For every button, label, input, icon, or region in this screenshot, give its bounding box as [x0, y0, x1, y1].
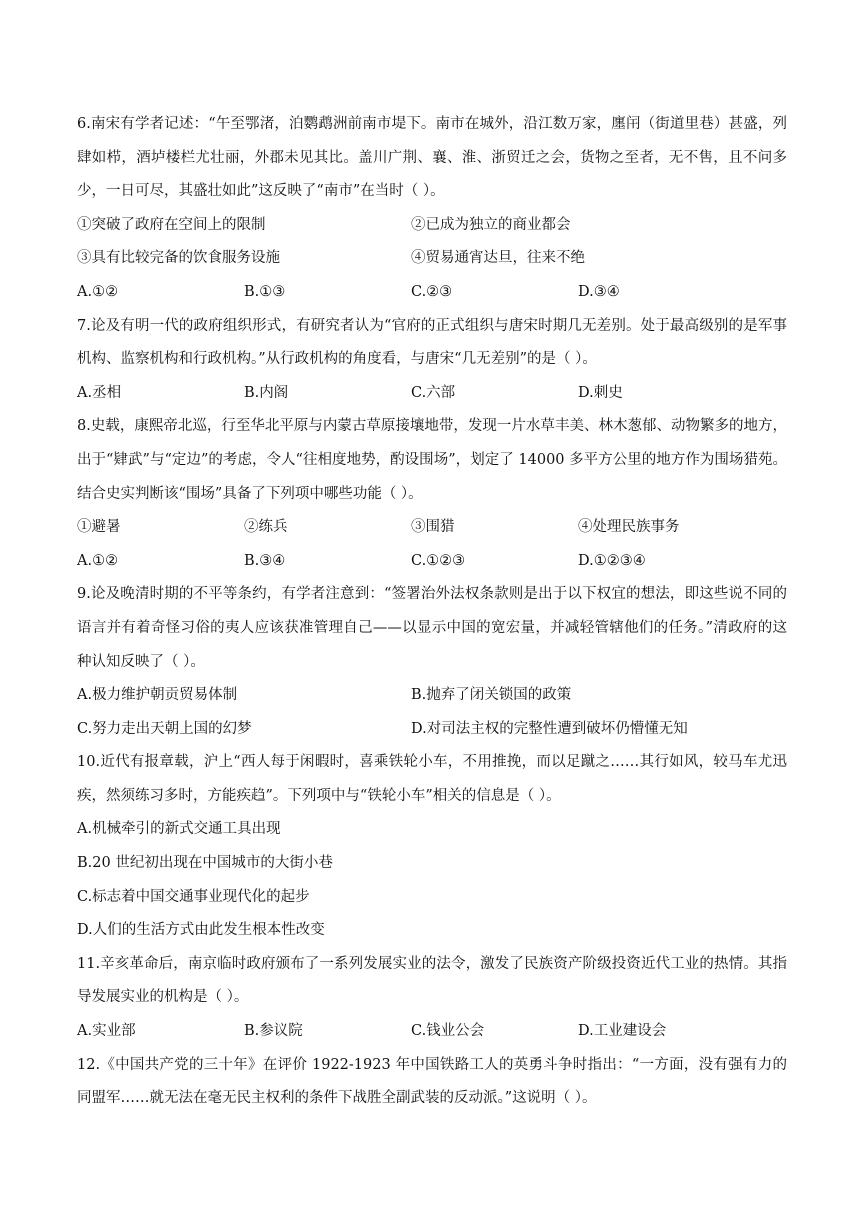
question-7-option-a[interactable]: A.丞相: [77, 384, 122, 401]
question-9-option-b[interactable]: B.抛弃了闭关锁国的政策: [411, 687, 572, 704]
question-9-option-a[interactable]: A.极力维护朝贡贸易体制: [77, 687, 238, 704]
question-7-option-d[interactable]: D.刺史: [578, 384, 623, 401]
question-10-option-b[interactable]: B.20 世纪初出现在中国城市的大街小巷: [77, 855, 333, 872]
question-7-options: [77, 377, 787, 411]
question-6-items-row-2: [77, 242, 787, 276]
question-6-item-3: ③具有比较完备的饮食服务设施: [77, 250, 280, 267]
question-9-options-row-1: [77, 679, 787, 713]
question-11-option-c[interactable]: C.钱业公会: [411, 1023, 485, 1040]
question-6-items-row-1: [77, 209, 787, 243]
question-9-option-d[interactable]: D.对司法主权的完整性遭到破坏仍懵懂无知: [411, 720, 688, 737]
question-6-option-d[interactable]: D.③④: [578, 283, 620, 300]
question-11-stem: 11.辛亥革命后，南京临时政府颁布了一系列发展实业的法令，激发了民族资产阶级投资近代工业的热情。其指导发展实业的机构是（ ）。: [77, 955, 787, 1006]
question-6-option-b[interactable]: B.①③: [244, 283, 286, 300]
question-11-option-b[interactable]: B.参议院: [244, 1023, 303, 1040]
question-7-stem: 7.论及有明一代的政府组织形式，有研究者认为“官府的正式组织与唐宋时期几无差别。处于最高级别的是军事机构、监察机构和行政机构。”从行政机构的角度看，与唐宋“几无差别”的是（ ）。: [77, 317, 787, 368]
question-8-item-3: ③围猎: [411, 519, 455, 536]
question-8-item-4: ④处理民族事务: [578, 519, 680, 536]
question-6-option-a[interactable]: A.①②: [77, 283, 119, 300]
question-6-item-4: ④贸易通宵达旦，往来不绝: [411, 250, 585, 267]
question-11-options: [77, 1015, 787, 1049]
exam-page: [77, 108, 787, 1116]
question-8-option-a[interactable]: A.①②: [77, 552, 119, 569]
question-8-option-c[interactable]: C.①②③: [411, 552, 466, 569]
question-8-stem: 8.史载，康熙帝北巡，行至华北平原与内蒙古草原接壤地带，发现一片水草丰美、林木葱郁、动物繁多的地方，出于“肄武”与“定边”的考虑，令人“往相度地势，酌设围场”，划定了 14000 多平方公里的地方作为围场猎苑。结合史实判断该“围场”具备了下列项中哪些功能（ ）。: [77, 418, 787, 502]
question-11-option-d[interactable]: D.工业建设会: [578, 1023, 667, 1040]
question-9-option-c[interactable]: C.努力走出天朝上国的幻梦: [77, 720, 252, 737]
question-7-option-b[interactable]: B.内阁: [244, 384, 289, 401]
question-6-item-1: ①突破了政府在空间上的限制: [77, 216, 266, 233]
question-9-options-row-2: [77, 713, 787, 747]
question-8-item-2: ②练兵: [244, 519, 288, 536]
question-11-option-a[interactable]: A.实业部: [77, 1023, 136, 1040]
question-12-stem: 12.《中国共产党的三十年》在评价 1922-1923 年中国铁路工人的英勇斗争时指出：“一方面，没有强有力的同盟军……就无法在毫无民主权利的条件下战胜全副武装的反动派。”这说明（ ）。: [77, 1056, 787, 1107]
question-6-item-2: ②已成为独立的商业都会: [411, 216, 571, 233]
question-10-stem: 10.近代有报章载，沪上“西人每于闲暇时，喜乘铁轮小车，不用推挽，而以足蹴之……其行如风，较马车尤迅疾，然须练习多时，方能疾趋”。下列项中与“铁轮小车”相关的信息是（ ）。: [77, 754, 787, 804]
question-6-stem: 6.南宋有学者记述：“午至鄂渚，泊鹦鹉洲前南市堤下。南市在城外，沿江数万家，廛闬（街道里巷）甚盛，列肆如栉，酒垆楼栏尤壮丽，外郡未见其比。盖川广荆、襄、淮、浙贸迁之会，货物之至者，无不售，且不问多少，一日可尽，其盛壮如此”这反映了“南市”在当时（ ）。: [77, 116, 787, 200]
question-10-option-d[interactable]: D.人们的生活方式由此发生根本性改变: [77, 922, 325, 939]
question-6-options: [77, 276, 787, 310]
question-10-option-a[interactable]: A.机械牵引的新式交通工具出现: [77, 821, 281, 838]
question-9-stem: 9.论及晚清时期的不平等条约，有学者注意到：“签署治外法权条款则是出于以下权宜的想法，即这些说不同的语言并有着奇怪习俗的夷人应该获准管理自己——以显示中国的宽宏量，并减轻管辖他们的任务。”清政府的这种认知反映了（ ）。: [77, 586, 787, 670]
question-8-options: [77, 545, 787, 579]
question-6-option-c[interactable]: C.②③: [411, 283, 453, 300]
question-8-item-1: ①避暑: [77, 519, 121, 536]
question-10-option-c[interactable]: C.标志着中国交通事业现代化的起步: [77, 888, 310, 905]
question-8-option-b[interactable]: B.③④: [244, 552, 286, 569]
question-8-items: [77, 511, 787, 545]
question-8-option-d[interactable]: D.①②③④: [578, 552, 646, 569]
question-7-option-c[interactable]: C.六部: [411, 384, 456, 401]
